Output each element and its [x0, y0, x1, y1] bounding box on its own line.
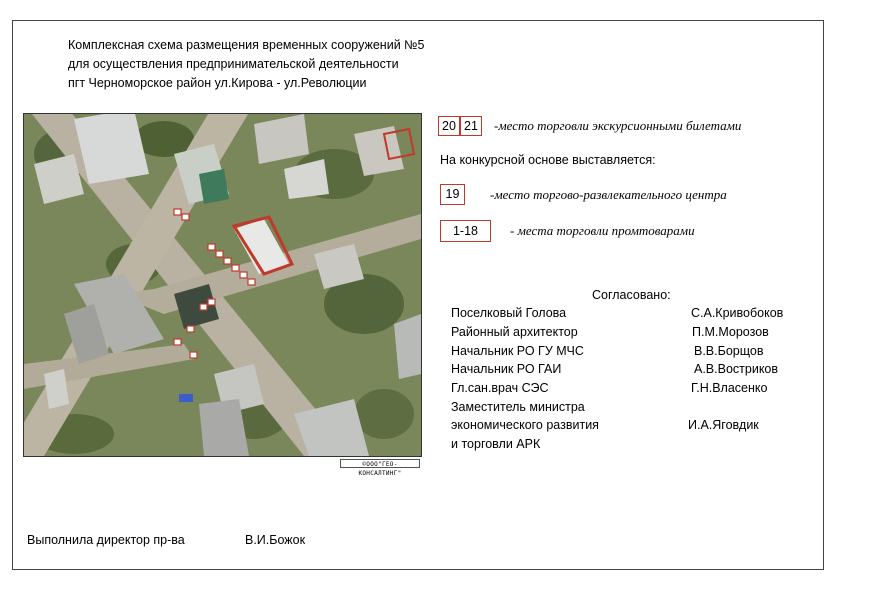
- legend-industrial-text: - места торговли промтоварами: [510, 223, 695, 238]
- approval-minister-line-2: экономического развития: [451, 418, 599, 432]
- approval-position-0: Поселковый Голова: [451, 306, 567, 320]
- approval-position-3: Начальник РО ГАИ: [451, 362, 562, 376]
- approval-heading: Согласовано:: [592, 288, 671, 302]
- legend-excursion-text: -место торговли экскурсионными билетами: [494, 118, 742, 133]
- approval-name-0: С.А.Кривобоков: [691, 306, 784, 320]
- legend-box-1-18: 1-18: [440, 220, 491, 242]
- footer-performed-by: Выполнила директор пр-ва: [27, 533, 185, 547]
- legend-entertainment-text: -место торгово-развлекательного центра: [490, 187, 727, 202]
- map-image: [24, 114, 421, 456]
- approval-name-3: А.В.Востриков: [694, 362, 779, 376]
- contest-heading: На конкурсной основе выставляется:: [440, 153, 656, 167]
- title-line-3: пгт Черноморское район ул.Кирова - ул.Революции: [68, 76, 367, 90]
- title-line-2: для осуществления предпринимательской деятельности: [68, 57, 399, 71]
- approval-minister-line-1: Заместитель министра: [451, 400, 585, 414]
- approval-minister-name: И.А.Яговдик: [688, 418, 759, 432]
- approval-position-1: Районный архитектор: [451, 325, 578, 339]
- approval-minister-line-3: и торговли АРК: [451, 437, 541, 451]
- legend-box-19: 19: [440, 184, 465, 205]
- legend-box-21: 21: [460, 116, 482, 136]
- approval-name-1: П.М.Морозов: [692, 325, 769, 339]
- legend-box-20: 20: [438, 116, 460, 136]
- approval-name-4: Г.Н.Власенко: [691, 381, 768, 395]
- approval-name-2: В.В.Борщов: [694, 344, 764, 358]
- document-title: [68, 36, 425, 93]
- approval-position-2: Начальник РО ГУ МЧС: [451, 344, 584, 358]
- title-line-1: Комплексная схема размещения временных сооружений №5: [68, 38, 425, 52]
- map-credit: ©ООО"ГЕО-КОНСАЛТИНГ": [340, 459, 420, 468]
- approval-position-4: Гл.сан.врач СЭС: [451, 381, 549, 395]
- satellite-map: [23, 113, 422, 457]
- footer-name: В.И.Божок: [245, 533, 306, 547]
